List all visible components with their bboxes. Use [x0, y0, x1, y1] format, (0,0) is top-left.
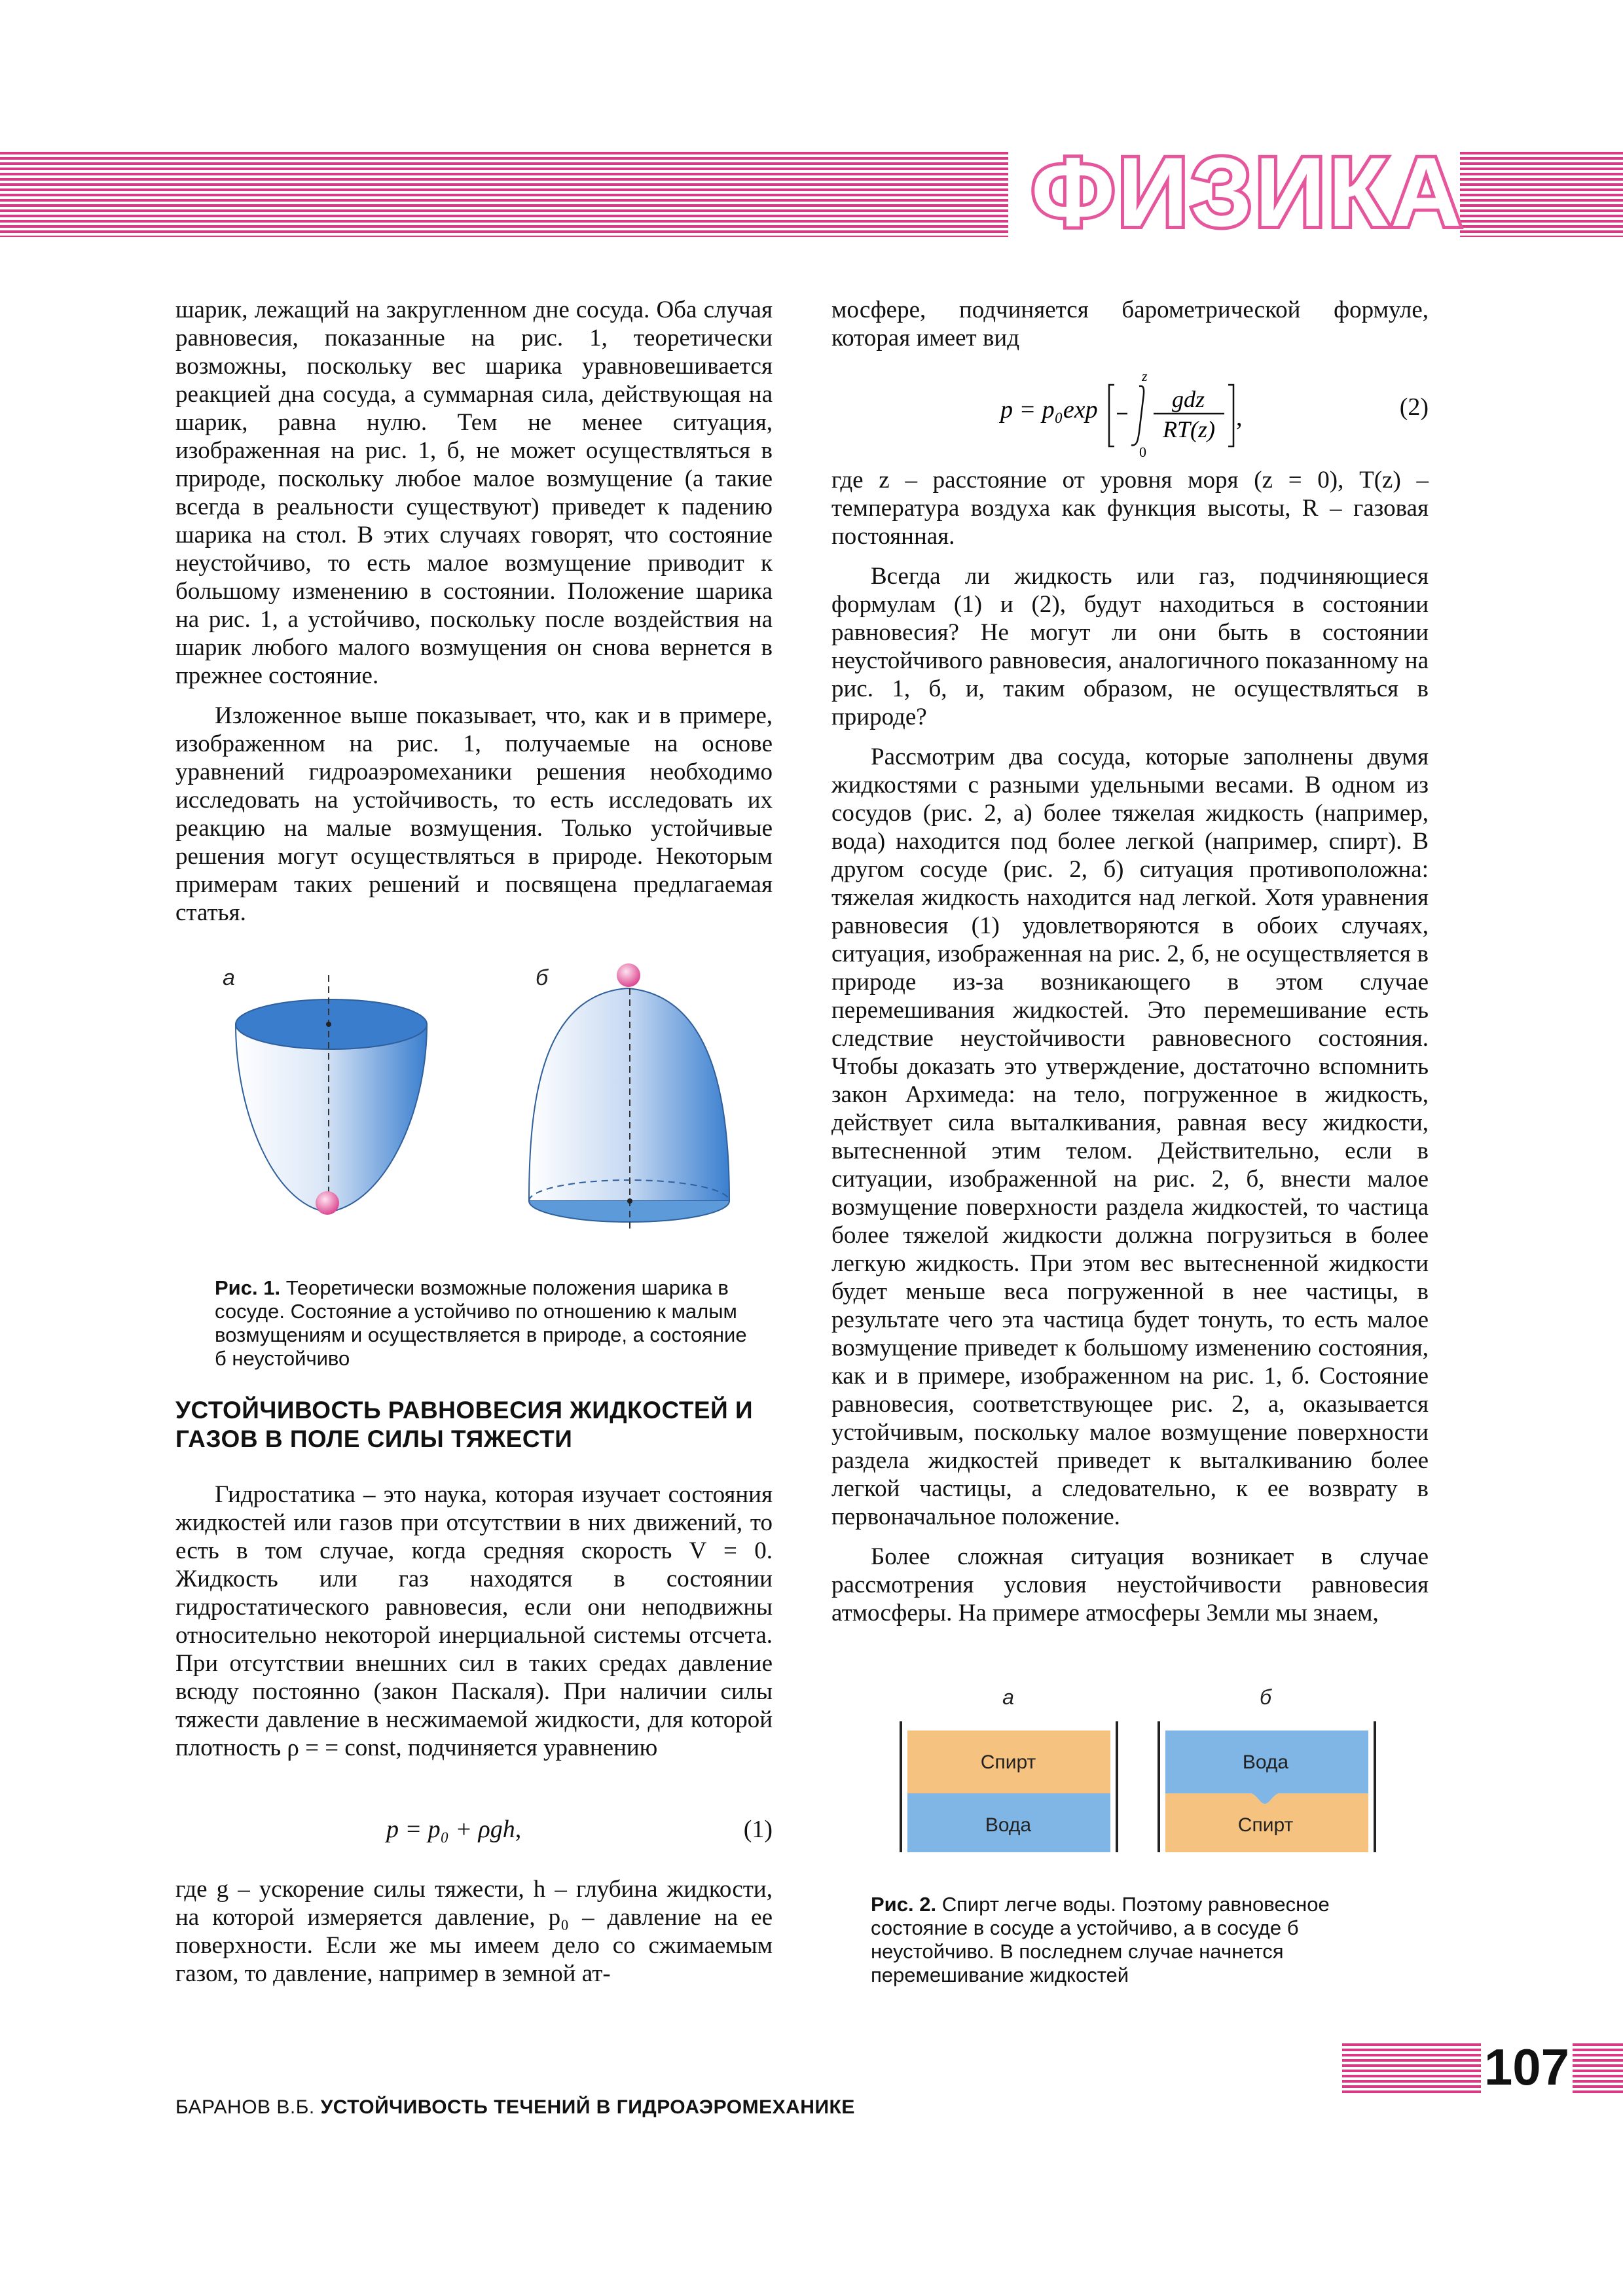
equation-2-number: (2) — [1399, 393, 1429, 421]
vessel-a-top-label: Спирт — [980, 1751, 1036, 1773]
equation-2 — [831, 367, 1429, 458]
fig2-label-b: б — [1260, 1685, 1271, 1709]
eq2-bracket-right — [1228, 385, 1233, 446]
footer-title: УСТОЙЧИВОСТЬ ТЕЧЕНИЙ В ГИДРОАЭРОМЕХАНИКЕ — [320, 2096, 855, 2118]
figure-2-caption — [871, 1893, 1408, 1987]
fig1-label-b: б — [536, 965, 549, 990]
right-paragraph-3: Всегда ли жидкость или газ, подчиняющиеся формулам (1) и (2), будут находиться в состоянии равновесия? Не могут ли они быть в состоянии неустойчивого равновесия, аналогичного показанному на рис. 1, б, и, таким образом, не осуществляться в природе? — [831, 563, 1429, 730]
figure-1-caption-title: Рис. 1. — [215, 1276, 281, 1299]
right-paragraph-2: где z – расстояние от уровня моря (z = 0), T(z) – температура воздуха как функция высоты, R – газовая постоянная. — [831, 467, 1429, 550]
header-stripes-left — [0, 152, 1008, 237]
figure-1-caption — [215, 1276, 752, 1371]
left-paragraph-3: Гидростатика – это наука, которая изучает состояния жидкостей или газов при отсутствии в них движений, то есть в том случае, когда средняя скорость V = 0. Жидкость или газ находятся в состоянии гидростатического равновесия, если они неподвижны относительно некоторой инерциальной системы отсчета. При отсутствии внешних сил в таких средах давление всюду постоянно (закон Паскаля). При наличии силы тяжести давление в несжимаемой жидкости, для которой плотность ρ = = const, подчиняется уравнению — [175, 1481, 773, 1761]
fig2-label-a: а — [1002, 1685, 1014, 1709]
section-heading: УСТОЙЧИВОСТЬ РАВНОВЕСИЯ ЖИДКОСТЕЙ И ГАЗОВ В ПОЛЕ СИЛЫ ТЯЖЕСТИ — [175, 1397, 754, 1452]
vessel-a-bottom-label: Вода — [985, 1814, 1032, 1836]
left-paragraph-4: где g – ускорение силы тяжести, h – глубина жидкости, на которой измеряется давление, p₀ – давление на ее поверхности. Если же мы имеем дело со сжимаемым газом, то давление, например в земной ат- — [175, 1876, 773, 1987]
fig1-label-a: а — [223, 965, 235, 990]
footer — [175, 2096, 855, 2119]
ball-unstable — [617, 963, 640, 987]
footer-author: БАРАНОВ В.Б. — [175, 2096, 315, 2118]
vessel-b-bottom-label: Спирт — [1237, 1814, 1294, 1836]
right-column-main — [831, 466, 1429, 1627]
equation-1 — [175, 1815, 773, 1848]
cup-center-dot — [326, 1022, 331, 1027]
dome-center-dot — [627, 1198, 632, 1204]
figure-2-caption-text: Спирт легче воды. Поэтому равновесное состояние в сосуде а устойчиво, а в сосуде б неустойчиво. В последнем случае начнется перемешивание жидкостей — [871, 1893, 1330, 1986]
equation-2-graphic — [831, 367, 1429, 458]
eq2-upper-limit: z — [1142, 368, 1148, 384]
eq2-numerator: gdz — [1171, 386, 1205, 412]
figure-1 — [175, 956, 773, 1244]
left-paragraph-2: Изложенное выше показывает, что, как и в примере, изображенном на рис. 1, получаемые на основе уравнений гидроаэромеханики решения необходимо исследовать на устойчивость, то есть исследовать их реакцию на малые возмущения. Только устойчивые решения могут осуществляться в природе. Некоторым примерам таких решений и посвящена предлагаемая статья. — [175, 702, 773, 926]
eq2-integral — [1131, 386, 1144, 446]
left-column — [175, 296, 773, 927]
right-paragraph-4: Рассмотрим два сосуда, которые заполнены двумя жидкостями с разными удельными весами. В одном из сосудов (рис. 2, а) более тяжелая жидкость (например, вода) находится под более легкой (например, спирт). В другом сосуде (рис. 2, б) ситуация противоположна: тяжелая жидкость находится над легкой. Хотя уравнения равновесия (1) удовлетворяются в обоих случаях, ситуация, изображенная на рис. 2, б, не осуществляется в природе из-за возникающего в этом случае перемешивания жидкостей. Это перемешивание есть следствие неустойчивости равновесного состояния. Чтобы доказать это утверждение, достаточно вспомнить закон Архимеда: на тело, погруженное в жидкость, действует сила выталкивания, равная весу жидкости, вытесненной этим телом. Действительно, если в ситуации, изображенной на рис. 2, б, внести малое возмущение поверхности раздела жидкостей, то частица более тяжелой жидкости должна погрузиться в более легкую жидкость. При этом вес вытесненной жидкости будет меньше веса погруженной в нее частицы, в результате чего эта частица будет тонуть, то есть малое возмущение приведет к большому изменению состояния, как и в примере, изображенном на рис. 1, б. Состояние равновесия, соответствующее рис. 2, а, оказывается устойчивым, поскольку малое возмущение поверхности раздела жидкостей приведет к выталкиванию более легкой частицы, а следовательно, к ее возврату в первоначальное положение. — [831, 744, 1429, 1530]
header-stripes-right — [1460, 152, 1623, 237]
eq2-bracket-left — [1109, 385, 1114, 446]
page-number: 107 — [1481, 2034, 1573, 2100]
ball-stable — [316, 1191, 339, 1215]
right-column-top — [831, 296, 1429, 352]
vessel-b-top-label: Вода — [1242, 1751, 1289, 1773]
eq2-left: p = p₀exp — [1000, 396, 1098, 423]
figure-2 — [897, 1682, 1381, 1852]
left-column-lower — [175, 1480, 773, 1762]
figure-1-caption-text: Теоретически возможные положения шарика в сосуде. Состояние а устойчиво по отношению к малым возмущениям и осуществляется в природе, а состояние б неустойчиво — [215, 1276, 747, 1370]
section-title: ФИЗИКА — [1031, 137, 1465, 247]
right-paragraph-5: Более сложная ситуация возникает в случае рассмотрения условия неустойчивости равновесия атмосферы. На примере атмосферы Земли мы знаем, — [831, 1543, 1429, 1626]
equation-1-formula: p = p₀ + ρgh, — [386, 1816, 522, 1843]
left-paragraph-1: шарик, лежащий на закругленном дне сосуда. Оба случая равновесия, показанные на рис. 1, теоретически возможны, поскольку вес шарика уравновешивается реакцией дна сосуда, а суммарная сила, действующая на шарик, равна нулю. Тем не менее ситуация, изображенная на рис. 1, б, не может осуществляться в природе, поскольку любое малое возмущение (а такие всегда в реальности существуют) приведет к падению шарика на стол. В этих случаях говорят, что состояние неустойчиво, то есть малое возмущение приводит к большому изменению в состоянии. Положение шарика на рис. 1, а устойчиво, поскольку после воздействия на шарик любого малого возмущения он снова вернется в прежнее состояние. — [175, 296, 773, 689]
figure-2-caption-title: Рис. 2. — [871, 1893, 937, 1916]
eq2-denominator: RT(z) — [1163, 416, 1215, 442]
eq2-lower-limit: 0 — [1139, 444, 1146, 458]
equation-1-number: (1) — [743, 1816, 773, 1843]
right-paragraph-1: мосфере, подчиняется барометрической формуле, которая имеет вид — [831, 296, 1429, 351]
eq2-comma: , — [1236, 404, 1243, 431]
cup-body — [236, 1024, 427, 1212]
left-column-bottom — [175, 1875, 773, 1988]
